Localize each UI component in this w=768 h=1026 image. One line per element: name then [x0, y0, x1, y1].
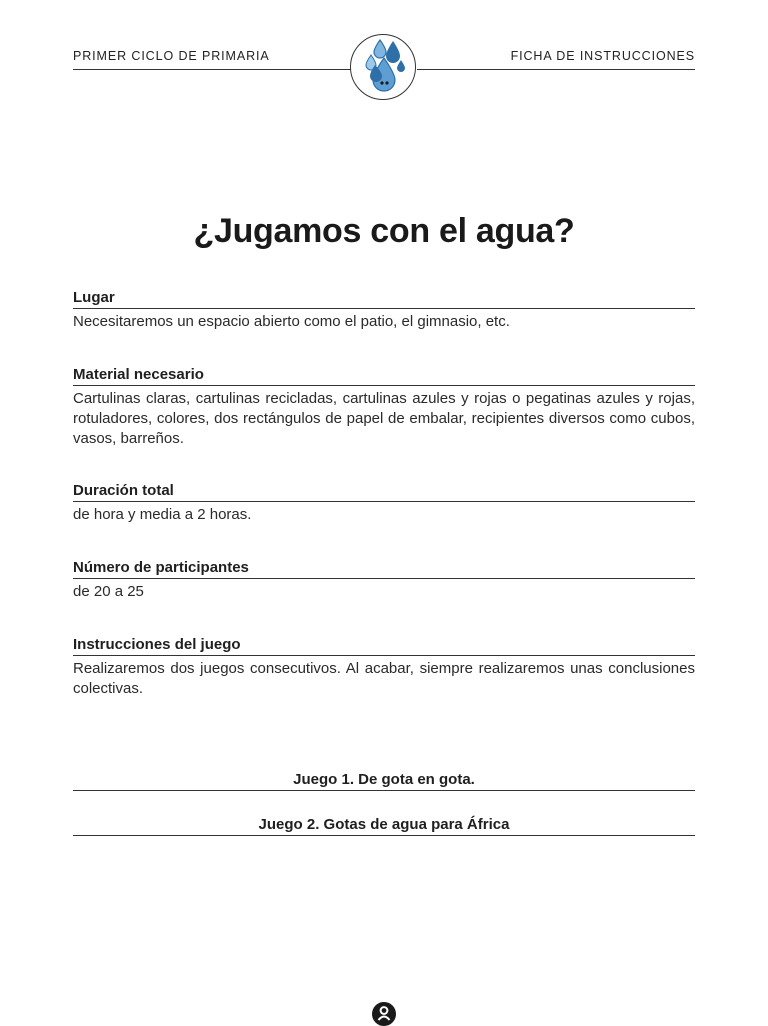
- section-text: de hora y media a 2 horas.: [73, 506, 252, 523]
- page-title: ¿Jugamos con el agua?: [193, 212, 575, 250]
- header-left-text: PRIMER CICLO DE PRIMARIA: [73, 49, 270, 63]
- header-right-text: FICHA DE INSTRUCCIONES: [510, 49, 695, 63]
- section-lugar: [73, 289, 695, 332]
- header-rule-left: [73, 69, 351, 70]
- header-logo: [350, 34, 416, 100]
- organization-logo-icon: [372, 1002, 396, 1026]
- section-text: Realizaremos dos juegos consecutivos. Al acabar, siempre realizaremos unas conclusiones colectivas.: [73, 660, 695, 697]
- game-2-heading: Juego 2. Gotas de agua para África: [73, 816, 695, 836]
- header-rule-right: [417, 69, 695, 70]
- section-heading: Instrucciones del juego: [73, 636, 695, 656]
- section-heading: Número de participantes: [73, 559, 695, 579]
- section-text: Cartulinas claras, cartulinas recicladas, cartulinas azules y rojas o pegatinas azules y rojas, rotuladores, colores, dos rectángulos de papel de embalar, recipientes diversos como cubos, vasos, barreños.: [73, 390, 695, 447]
- section-participantes: [73, 559, 695, 602]
- section-heading: Material necesario: [73, 366, 695, 386]
- section-instrucciones: [73, 636, 695, 699]
- section-material: [73, 366, 695, 449]
- game-1-heading: Juego 1. De gota en gota.: [73, 771, 695, 791]
- section-duracion: [73, 482, 695, 525]
- section-heading: Duración total: [73, 482, 695, 502]
- section-text: Necesitaremos un espacio abierto como el patio, el gimnasio, etc.: [73, 313, 510, 330]
- water-drops-icon: [351, 35, 415, 99]
- section-text: de 20 a 25: [73, 583, 144, 600]
- section-heading: Lugar: [73, 289, 695, 309]
